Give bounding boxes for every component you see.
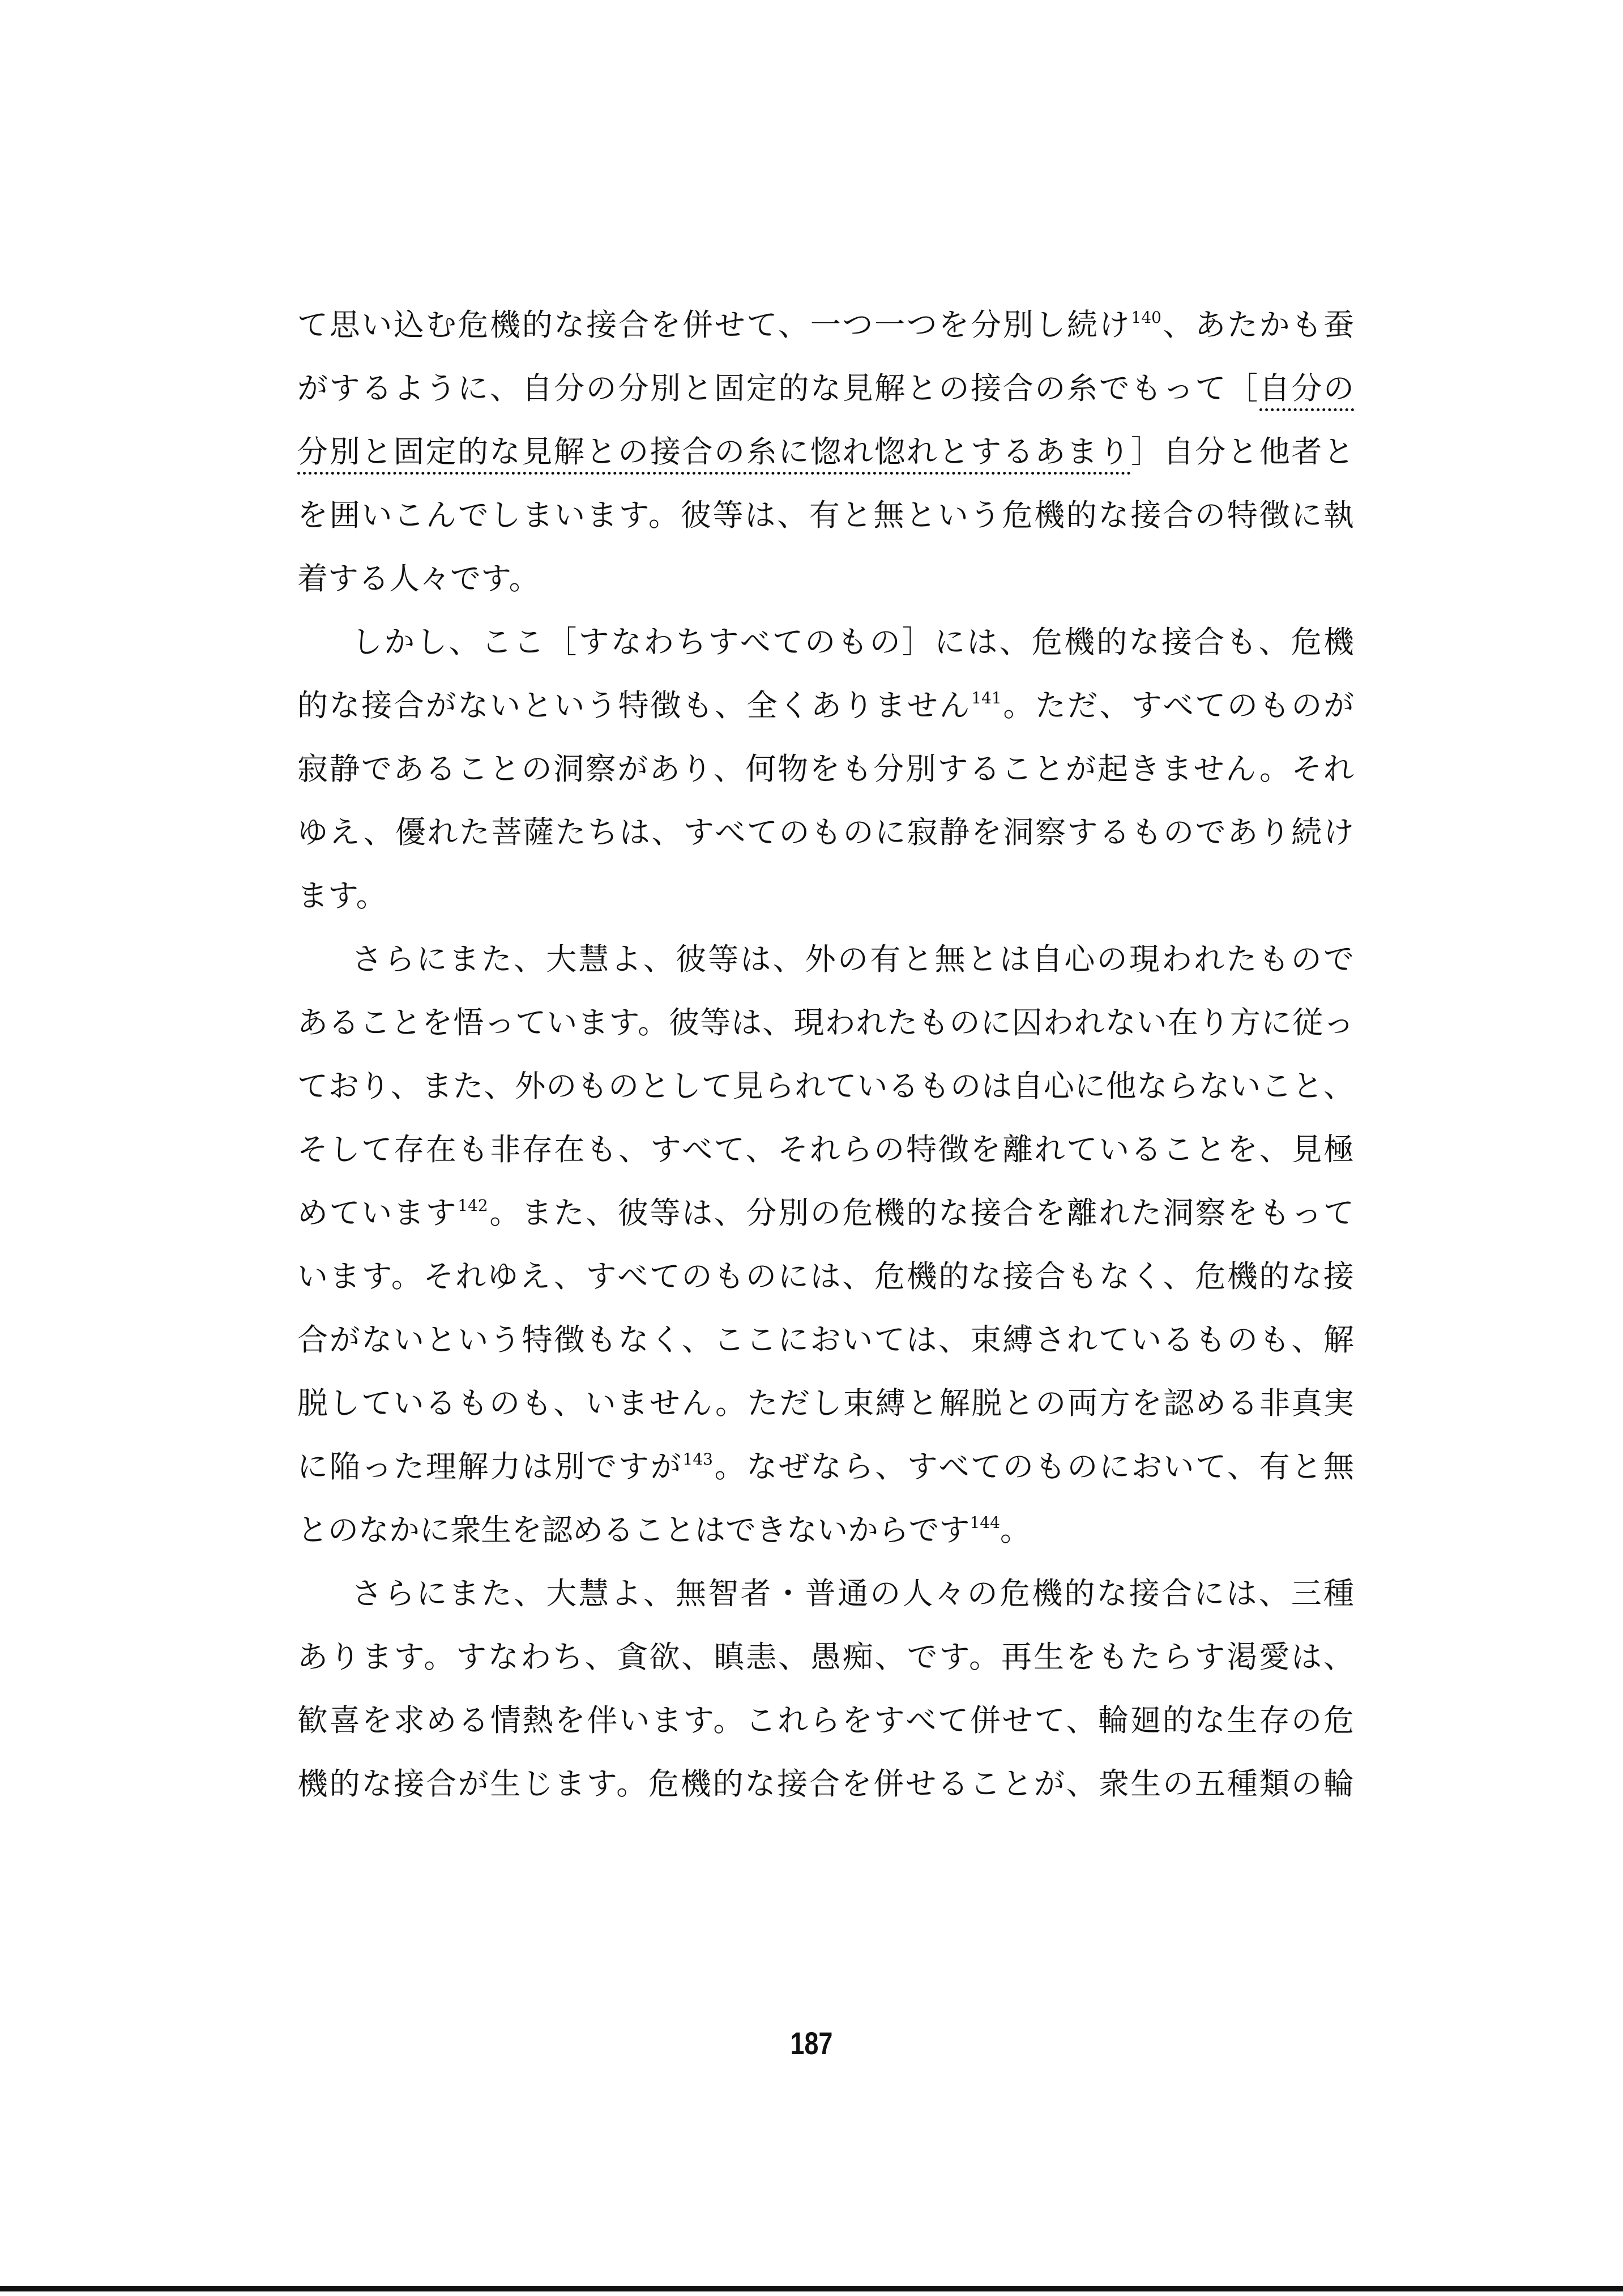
footnote-ref: 141 xyxy=(971,689,1002,707)
text-segment: さらにまた、大慧よ、無智者・普通の人々の危機的な接合には、三種 xyxy=(352,1576,1354,1611)
text-segment: 。また、彼等は、分別の危機的な接合を離れた洞察をもって xyxy=(488,1195,1355,1231)
text-line xyxy=(297,674,1354,737)
dotted-underlined-text: 分別と固定的な見解との接合の糸に惚れ惚れとするあまり xyxy=(297,434,1131,475)
text-line xyxy=(297,420,1354,484)
text-line xyxy=(297,1562,1354,1625)
text-segment: ］自分と他者と xyxy=(1131,434,1354,470)
text-segment: ゆえ、優れた菩薩たちは、すべてのものに寂静を洞察するものであり続け xyxy=(297,814,1354,850)
footnote-ref: 144 xyxy=(969,1513,1000,1532)
text-segment: あります。すなわち、貪欲、瞋恚、愚痴、です。再生をもたらす渇愛は、 xyxy=(297,1639,1354,1675)
text-line xyxy=(297,1308,1354,1372)
text-segment: 脱しているものも、いません。ただし束縛と解脱との両方を認める非真実 xyxy=(297,1385,1354,1421)
text-segment: あることを悟っています。彼等は、現われたものに囚われない在り方に従っ xyxy=(297,1005,1354,1040)
text-segment: そして存在も非存在も、すべて、それらの特徴を離れていることを、見極 xyxy=(297,1132,1354,1167)
footnote-ref: 143 xyxy=(682,1450,713,1469)
text-line xyxy=(297,293,1354,357)
dotted-underlined-text: 自分の xyxy=(1259,370,1354,411)
text-segment: 、あたかも蚕 xyxy=(1161,307,1355,343)
text-segment: とのなかに衆生を認めることはできないからです xyxy=(297,1512,970,1548)
bottom-rule xyxy=(0,2286,1623,2291)
text-segment: 的な接合がないという特徴も、全くありません xyxy=(297,688,972,723)
text-line xyxy=(297,1181,1354,1245)
page-number: 187 xyxy=(790,2025,833,2061)
text-segment: ており、また、外のものとして見られているものは自心に他ならないこと、 xyxy=(297,1068,1354,1104)
text-line xyxy=(297,928,1354,991)
text-segment: 。ただ、すべてのものが xyxy=(1001,688,1355,723)
text-line xyxy=(297,1499,1354,1562)
text-line xyxy=(297,1625,1354,1689)
text-segment: 歓喜を求める情熱を伴います。これらをすべて併せて、輪廻的な生存の危 xyxy=(297,1702,1354,1738)
text-segment: て思い込む危機的な接合を併せて、一つ一つを分別し続け xyxy=(297,307,1131,343)
text-segment: ます。 xyxy=(297,878,387,914)
text-line xyxy=(297,991,1354,1055)
text-segment: 着する人々です。 xyxy=(297,561,540,596)
footnote-ref: 140 xyxy=(1131,308,1161,327)
text-line xyxy=(297,737,1354,801)
text-segment: 機的な接合が生じます。危機的な接合を併せることが、衆生の五種類の輪 xyxy=(297,1766,1354,1802)
text-segment: さらにまた、大慧よ、彼等は、外の有と無とは自心の現われたもので xyxy=(352,941,1354,977)
text-segment: めています xyxy=(297,1195,458,1231)
text-segment: 。 xyxy=(1000,1512,1031,1548)
text-segment: います。それゆえ、すべてのものには、危機的な接合もなく、危機的な接 xyxy=(297,1258,1354,1294)
text-line xyxy=(297,1245,1354,1308)
text-line xyxy=(297,864,1354,928)
text-line xyxy=(297,1118,1354,1181)
text-line xyxy=(297,1372,1354,1435)
text-line xyxy=(297,484,1354,547)
text-segment: がするように、自分の分別と固定的な見解との接合の糸でもって［ xyxy=(297,370,1259,406)
text-segment: しかし、ここ［すなわちすべてのもの］には、危機的な接合も、危機 xyxy=(352,624,1354,660)
text-line xyxy=(297,801,1354,864)
footnote-ref: 142 xyxy=(458,1196,488,1215)
text-segment: を囲いこんでしまいます。彼等は、有と無という危機的な接合の特徴に執 xyxy=(297,497,1354,533)
text-segment: 合がないという特徴もなく、ここにおいては、束縛されているものも、解 xyxy=(297,1322,1354,1358)
text-line xyxy=(297,611,1354,674)
text-line xyxy=(297,1055,1354,1118)
text-line xyxy=(297,357,1354,420)
text-line xyxy=(297,547,1354,611)
text-line xyxy=(297,1435,1354,1499)
text-segment: 。なぜなら、すべてのものにおいて、有と無 xyxy=(712,1449,1354,1484)
body-text xyxy=(297,293,1354,1816)
text-line xyxy=(297,1752,1354,1816)
text-segment: 寂静であることの洞察があり、何物をも分別することが起きません。それ xyxy=(297,751,1354,787)
text-segment: に陥った理解力は別ですが xyxy=(297,1449,683,1484)
text-line xyxy=(297,1689,1354,1752)
